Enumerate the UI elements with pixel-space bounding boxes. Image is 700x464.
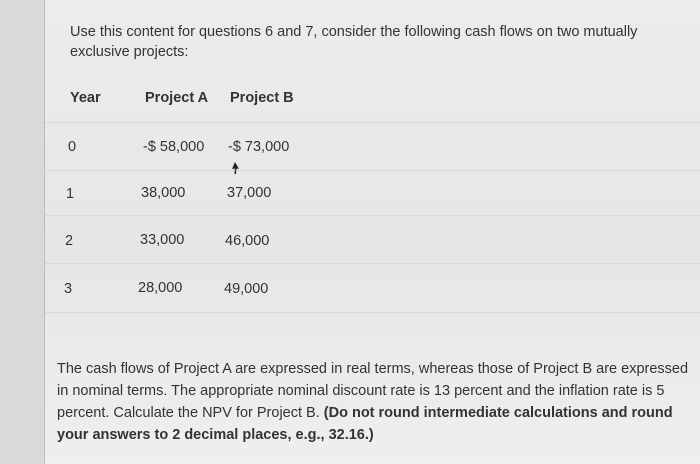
mouse-cursor-icon bbox=[230, 160, 244, 176]
cell-project-b-1: 37,000 bbox=[227, 185, 272, 201]
row-divider bbox=[44, 170, 700, 171]
cell-year-0: 0 bbox=[68, 139, 77, 155]
cell-project-b-2: 46,000 bbox=[225, 233, 270, 249]
header-project-a: Project A bbox=[145, 90, 209, 106]
cell-year-3: 3 bbox=[64, 281, 73, 297]
cell-project-a-2: 33,000 bbox=[140, 232, 185, 248]
question-text bbox=[57, 358, 697, 446]
intro-text: Use this content for questions 6 and 7, consider the following cash flows on two mutually exclusive projects: bbox=[70, 24, 638, 60]
cell-project-a-1: 38,000 bbox=[141, 185, 186, 201]
cell-year-2: 2 bbox=[65, 233, 74, 249]
header-year: Year bbox=[70, 90, 101, 106]
row-divider bbox=[44, 263, 700, 264]
cell-project-b-3: 49,000 bbox=[224, 281, 269, 297]
row-divider bbox=[44, 122, 700, 123]
cell-project-b-0: -$ 73,000 bbox=[228, 139, 290, 155]
cell-project-a-0: -$ 58,000 bbox=[143, 139, 205, 155]
row-divider bbox=[44, 215, 700, 216]
question-body: The cash flows of Project A are expressed in real terms, whereas those of Project B are expressed in nominal terms. The appropriate nominal discount rate is 13 percent and the inflation rate is 5 percent. Calculate the NPV for Project B. bbox=[57, 361, 689, 421]
left-margin-bar bbox=[0, 0, 45, 464]
question-instruction: (Do not round intermediate calculations and round your answers to 2 decimal places, e.g., 32.16.) bbox=[57, 405, 673, 443]
header-project-b: Project B bbox=[230, 90, 294, 106]
cell-year-1: 1 bbox=[66, 186, 75, 202]
cell-project-a-3: 28,000 bbox=[138, 280, 183, 296]
row-divider bbox=[44, 312, 700, 313]
